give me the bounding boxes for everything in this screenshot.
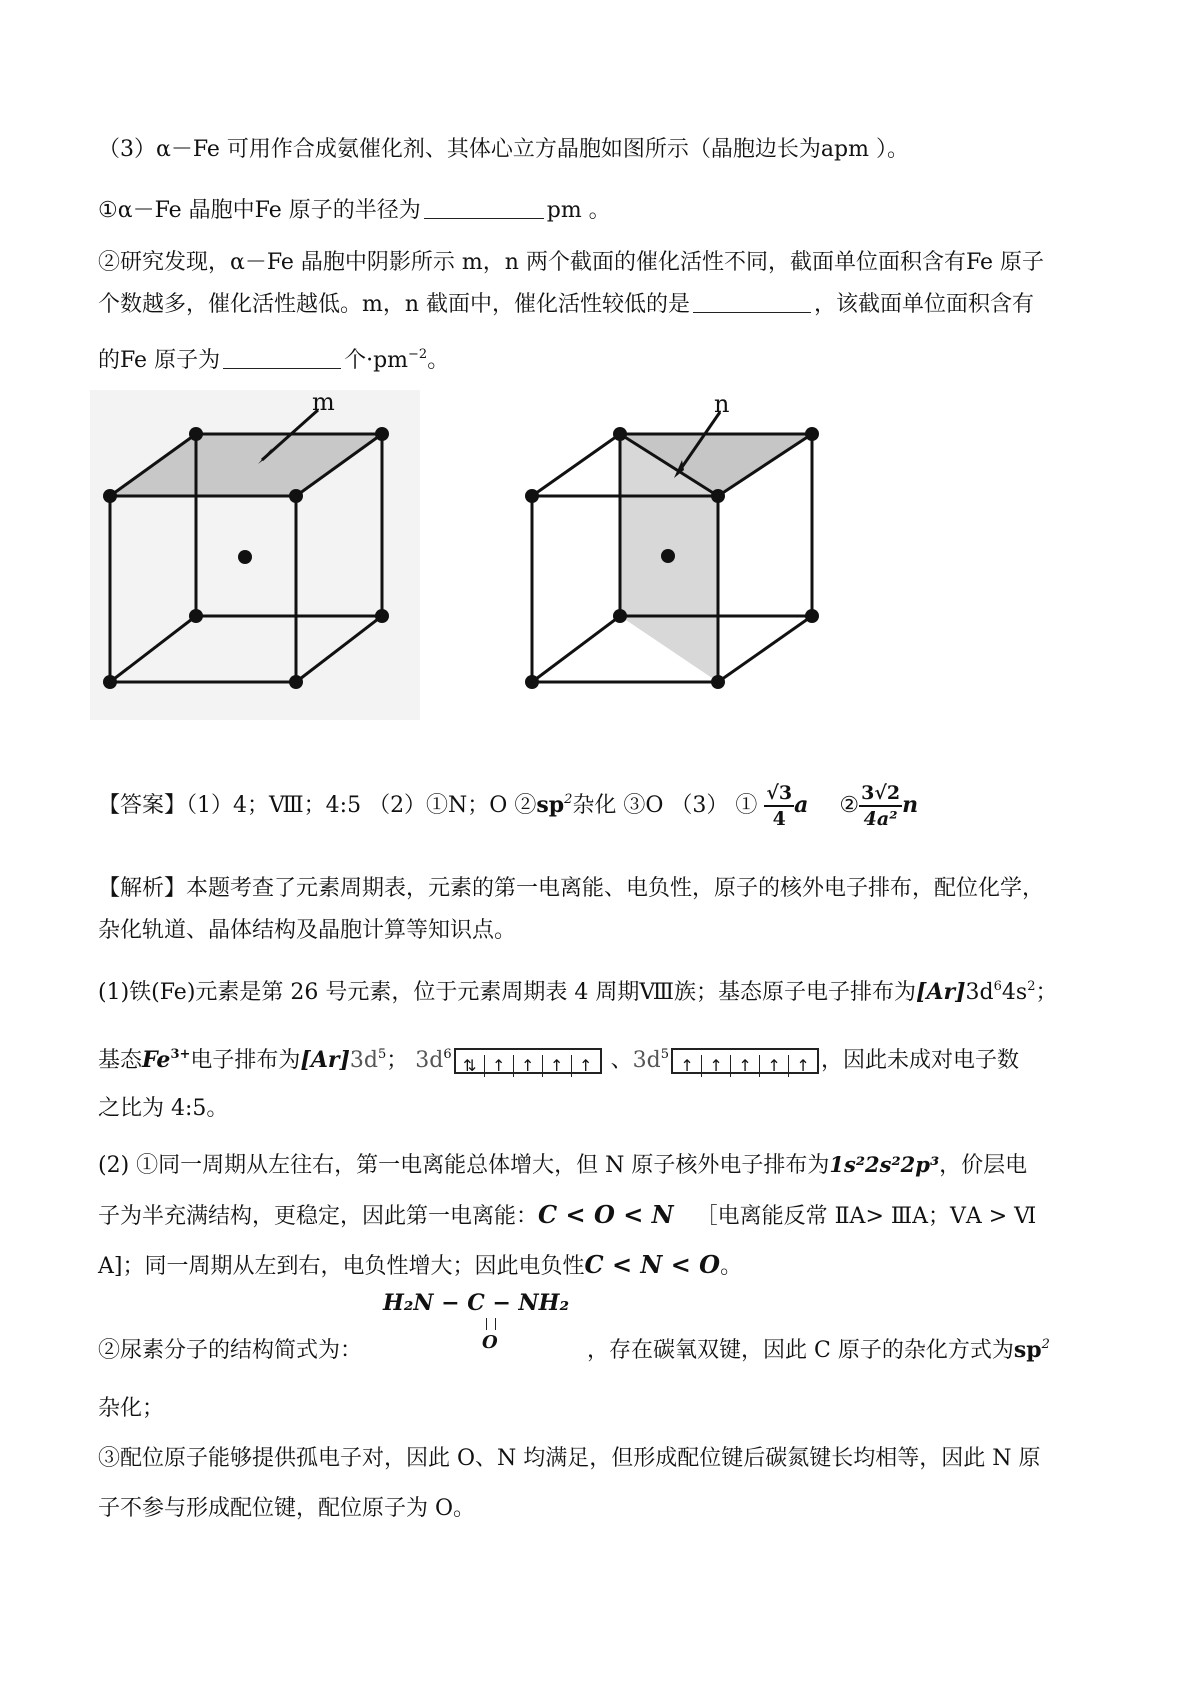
orbital-box: ↑ [760,1055,789,1077]
urea-oxygen: O [482,1332,498,1353]
fe3-ion: Fe [142,1047,171,1073]
section-label-n: n [714,390,730,418]
q3-part2-line2 [98,290,1034,320]
config-3d5: 3d [349,1048,378,1073]
part1-line3: 之比为 4:5。 [98,1096,229,1121]
section-label-m: m [312,390,335,416]
q3-part2-line3-prefix: 的Fe 原子为 [98,348,221,373]
fraction-1-variable: a [794,792,809,818]
answer-hybrid: 杂化 ③O （3） ① [572,793,758,818]
part1-line2 [98,1040,1019,1076]
config-3d5-exp: 5 [377,1047,387,1062]
fraction-2-numerator: 3√2 [859,781,902,807]
argon-core-2: [Ar] [300,1047,350,1073]
q3-part1-prefix: ①α－Fe 晶胞中Fe 原子的半径为 [98,198,421,223]
q3-part1-unit: pm 。 [546,198,611,223]
part1-line2-mid: 电子排布为 [190,1048,301,1073]
orbital-box: ↑ [796,1056,810,1075]
q3-part2-line3-suffix: 。 [427,348,450,373]
fraction-2-denominator: 4a² [863,808,898,830]
part2-2-sp-exp: 2 [1041,1337,1050,1352]
electronegativity-order: C < N < O [584,1250,721,1279]
q3-part1 [98,196,611,226]
config-3d6-exp: 6 [993,979,1002,994]
config-3d6: 3d [965,980,994,1005]
double-bond-mark [486,1318,496,1330]
answer-sp: sp [536,792,565,818]
part2-2-suffix: ，存在碳氧双键，因此 C 原子的杂化方式为 [587,1338,1014,1363]
part1-line2-suffix: ，因此未成对电子数 [821,1048,1020,1073]
answer-label: 【答案】 [98,793,187,818]
orbital-box: ↑ [514,1055,543,1077]
part2-line3-prefix: A]；同一周期从左到右，电负性增大；因此电负性 [98,1254,585,1279]
analysis-line1: 【解析】本题考查了元素周期表，元素的第一电离能、电负性，原子的核外电子排布，配位化学， [98,876,1045,901]
config-4s2: 4s [1001,980,1028,1005]
part2-line2-prefix: 子为半充满结构，更稳定，因此第一电离能： [98,1204,539,1229]
part2-3-line2: 子不参与形成配位键，配位原子为 O。 [98,1496,476,1521]
part2-line1-prefix: (2) ①同一周期从左往右，第一电离能总体增大，但 N 原子核外电子排布为 [98,1153,830,1178]
part1-line1-semicolon: ； [1035,980,1058,1005]
part2-line2-suffix: ［电离能反常 ⅡA> ⅢA；ⅤA > Ⅵ [695,1204,1037,1229]
answer-blank-section[interactable] [693,290,811,313]
q3-part2-line3 [98,340,449,376]
nitrogen-config: 1s²2s²2p³ [829,1152,940,1177]
argon-core-1: [Ar] [916,979,966,1005]
part2-line1-suffix: ，价层电 [939,1153,1028,1178]
part2-2-line2: 杂化； [98,1396,165,1421]
cube-figure-n [510,390,840,720]
part2-line3 [98,1250,742,1282]
orbital-box: ↑ [673,1055,702,1077]
q3-part2-unit-exp: −2 [408,347,428,362]
q3-part2-line2-prefix: 个数越多，催化活性越低。m，n 截面中，催化活性较低的是 [98,292,691,317]
answer-blank-density[interactable] [223,346,341,369]
part2-line1 [98,1150,1027,1181]
analysis-line2: 杂化轨道、晶体结构及晶胞计算等知识点。 [98,918,517,943]
orbital-box: ↑ [543,1055,572,1077]
answer-sp-exp: 2 [564,792,573,807]
part2-2-prefix: ②尿素分子的结构简式为： [98,1338,363,1363]
orbital-box: ↑ [578,1056,593,1075]
answer-line [98,770,918,830]
part2-2-sp: sp [1013,1337,1042,1363]
orbital-diagram-d6 [454,1048,602,1074]
orbital-box: ↑ [731,1055,760,1077]
orbital-d5-label: 3d [632,1048,661,1073]
orbital-box: ↑ [702,1055,731,1077]
ionization-order: C < O < N [538,1200,674,1229]
part2-line2 [98,1200,1036,1232]
orbital-box: ⇅ [456,1055,485,1077]
part1-line1-text: (1)铁(Fe)元素是第 26 号元素，位于元素周期表 4 周期Ⅷ族；基态原子电子排布为 [98,980,917,1005]
urea-formula: H₂N − C − NH₂ [383,1290,570,1316]
config-4s2-exp: 2 [1027,979,1036,994]
orbital-separator: 、 [610,1048,633,1073]
part2-line3-suffix: 。 [720,1254,743,1279]
orbital-d6-label: 3d [415,1048,444,1073]
part1-line2-prefix: 基态 [98,1048,143,1073]
q3-intro: （3）α－Fe 可用作合成氨催化剂、其体心立方晶胞如图所示（晶胞边长为apm ）。 [98,137,909,162]
part2-3-line1: ③配位原子能够提供孤电子对，因此 O、N 均满足，但形成配位键后碳氮键长均相等，因此 N 原 [98,1446,1041,1471]
part1-line2-semicolon: ； [386,1048,409,1073]
fraction-1-numerator: √3 [764,781,794,807]
answer-fraction-1 [764,781,794,831]
orbital-d5-exp: 5 [660,1047,670,1062]
answer-fraction-2 [859,781,902,831]
q3-part2-line1: ②研究发现，α－Fe 晶胞中阴影所示 m，n 两个截面的催化活性不同，截面单位面积含有Fe 原子 [98,250,1045,275]
part1-line1 [98,972,1057,1008]
part2-2-line1 [98,1330,1050,1366]
orbital-d6-exp: 6 [443,1047,452,1062]
orbital-box: ↑ [485,1055,514,1077]
answer-circle-2: ② [839,793,860,818]
cube-figure-m [90,390,420,720]
orbital-diagram-d5 [671,1048,819,1074]
answer-part1: （1）4；Ⅷ；4:5 （2）①N；O ② [186,793,537,818]
q3-part2-unit: 个·pm [344,348,409,373]
fe3-charge: 3+ [170,1047,191,1062]
fraction-2-variable: n [902,792,919,818]
q3-part2-line2-suffix: ，该截面单位面积含有 [814,292,1035,317]
answer-blank-radius[interactable] [424,196,544,219]
fraction-1-denominator: 4 [772,808,786,830]
